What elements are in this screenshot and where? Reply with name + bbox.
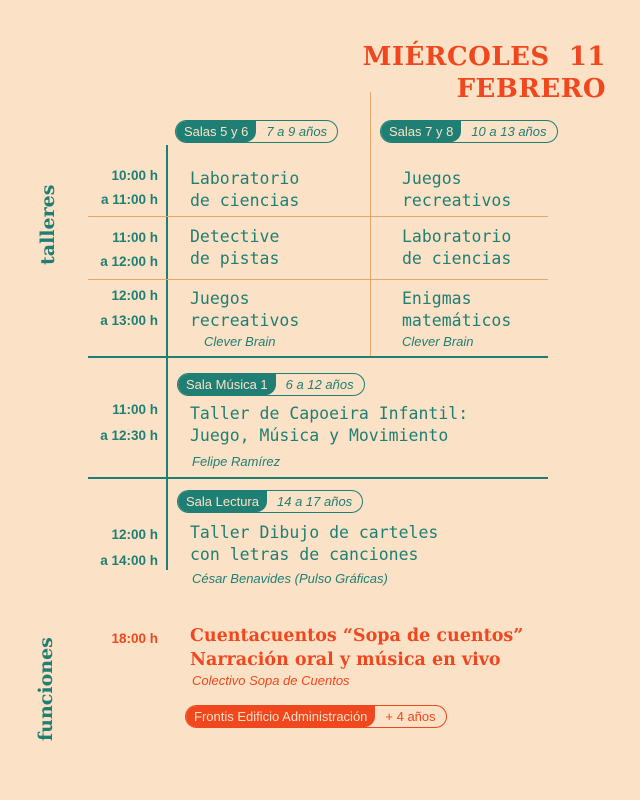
funcion-title: Cuentacuentos “Sopa de cuentos” xyxy=(190,626,524,646)
section-label-talleres: talleres xyxy=(37,184,59,265)
date-day: MIÉRCOLES 11 xyxy=(362,42,606,72)
block-divider-1 xyxy=(88,356,548,358)
activity-line: de ciencias xyxy=(402,249,512,268)
activity-line: recreativos xyxy=(402,191,512,210)
room-name: Sala Lectura xyxy=(178,491,267,512)
activity-line: Juegos xyxy=(190,289,250,308)
time-end: a 13:00 h xyxy=(100,313,158,328)
activity-line: Juegos xyxy=(402,169,462,188)
activity-line: Laboratorio xyxy=(402,227,512,246)
room-pill-salas-7-8 xyxy=(380,120,558,143)
facilitator: César Benavides (Pulso Gráficas) xyxy=(192,571,388,586)
time-start: 12:00 h xyxy=(111,527,158,542)
room-pill-salas-5-6 xyxy=(175,120,338,143)
time-start: 10:00 h xyxy=(111,168,158,183)
age-range: 14 a 17 años xyxy=(277,494,353,509)
activity-line: Laboratorio xyxy=(190,169,300,188)
funcion-subtitle: Narración oral y música en vivo xyxy=(190,650,501,670)
activity-line: matemáticos xyxy=(402,311,512,330)
room-pill-sala-lectura xyxy=(177,490,363,513)
activity-line: Juego, Música y Movimiento xyxy=(190,426,449,445)
block-divider-2 xyxy=(88,477,548,479)
time-start: 11:00 h xyxy=(112,230,158,245)
activity-line: recreativos xyxy=(190,311,300,330)
time-end: a 12:00 h xyxy=(100,254,158,269)
activity-line: Taller Dibujo de carteles xyxy=(190,523,439,542)
row-divider-1 xyxy=(88,216,548,217)
time-start: 12:00 h xyxy=(111,288,158,303)
location-name: Frontis Edificio Administración xyxy=(186,706,375,727)
age-range: 7 a 9 años xyxy=(266,124,328,139)
facilitator: Felipe Ramírez xyxy=(192,454,281,469)
age-range: 10 a 13 años xyxy=(471,124,547,139)
date-month: FEBRERO xyxy=(456,74,606,104)
activity-line: Detective xyxy=(190,227,280,246)
activity-line: Taller de Capoeira Infantil: xyxy=(190,404,469,423)
room-name: Sala Música 1 xyxy=(178,374,276,395)
time-start: 11:00 h xyxy=(112,402,158,417)
funcion-performer: Colectivo Sopa de Cuentos xyxy=(192,673,350,688)
time-end: a 12:30 h xyxy=(100,428,158,443)
room-name: Salas 5 y 6 xyxy=(176,121,256,142)
facilitator: Clever Brain xyxy=(204,334,276,349)
time-end: a 14:00 h xyxy=(100,553,158,568)
row-divider-2 xyxy=(88,279,548,280)
facilitator: Clever Brain xyxy=(402,334,474,349)
activity-line: Enigmas xyxy=(402,289,472,308)
age-range: + 4 años xyxy=(385,709,436,724)
column-divider xyxy=(370,92,371,356)
time-end: a 11:00 h xyxy=(100,192,158,207)
activity-line: con letras de canciones xyxy=(190,545,419,564)
age-range: 6 a 12 años xyxy=(285,377,354,392)
activity-line: de pistas xyxy=(190,249,280,268)
room-name: Salas 7 y 8 xyxy=(381,121,461,142)
section-label-funciones: funciones xyxy=(35,637,57,741)
activity-line: de ciencias xyxy=(190,191,300,210)
room-pill-sala-musica xyxy=(177,373,365,396)
location-pill xyxy=(185,705,447,728)
funcion-time: 18:00 h xyxy=(111,631,158,646)
